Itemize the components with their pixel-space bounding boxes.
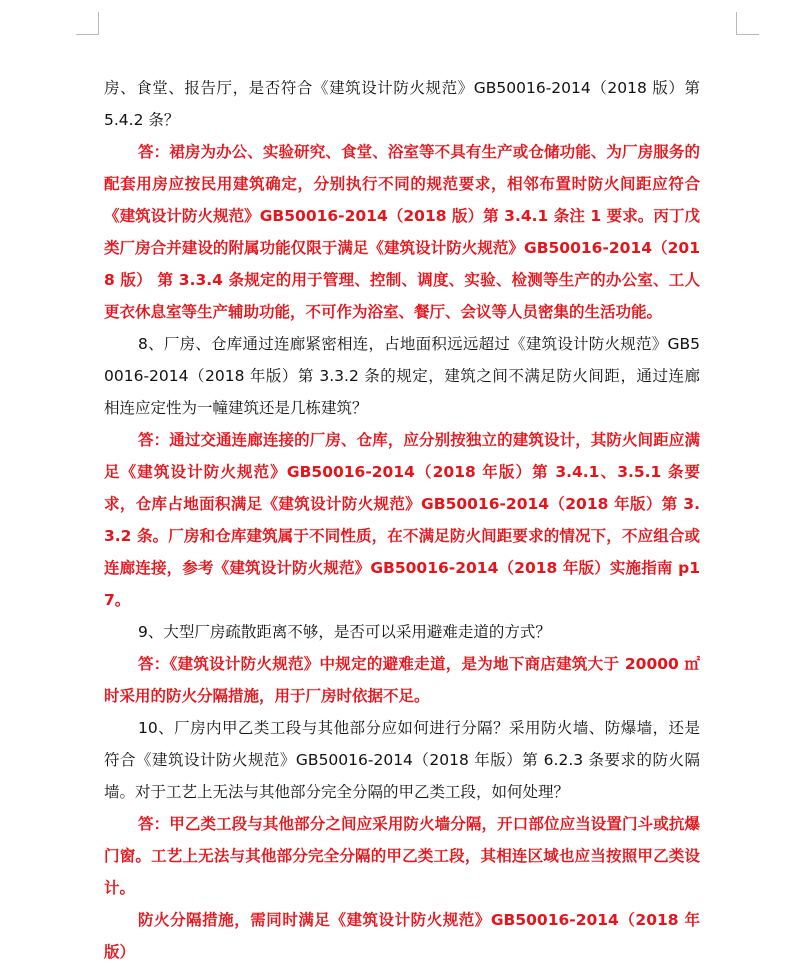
question-paragraph: 10、厂房内甲乙类工段与其他部分应如何进行分隔？采用防火墙、防爆墙，还是符合《建筑设计防火规范》GB50016-2014（2018 年版）第 6.2.3 条要求的防火隔墙。对于工艺上无法与其他部分完全分隔的甲乙类工段，如何处理？ [104, 719, 700, 801]
answer-paragraph: 防火分隔措施，需同时满足《建筑设计防火规范》GB50016-2014（2018 年版） [104, 911, 700, 961]
question-paragraph: 9、大型厂房疏散距离不够，是否可以采用避难走道的方式？ [138, 623, 551, 641]
answer-paragraph: 答：《建筑设计防火规范》中规定的避难走道，是为地下商店建筑大于 20000 ㎡时采用的防火分隔措施，用于厂房时依据不足。 [104, 655, 700, 705]
page-body [104, 72, 700, 968]
answer-paragraph: 答：裙房为办公、实验研究、食堂、浴室等不具有生产或仓储功能、为厂房服务的配套用房应按民用建筑确定，分别执行不同的规范要求，相邻布置时防火间距应符合《建筑设计防火规范》GB50016-2014（2018 版）第 3.4.1 条注 1 要求。丙丁戊类厂房合并建设的附属功能仅限于满足《建筑设计防火规范》GB50016-2014（2018 版） 第 3.3.4 条规定的用于管理、控制、调度、实验、检测等生产的办公室、工人更衣休息室等生产辅助功能，不可作为浴室、餐厅、会议等人员密集的生活功能。 [104, 143, 700, 321]
answer-paragraph: 答：甲乙类工段与其他部分之间应采用防火墙分隔，开口部位应当设置门斗或抗爆门窗。工艺上无法与其他部分完全分隔的甲乙类工段，其相连区域也应当按照甲乙类设计。 [104, 815, 700, 897]
question-paragraph: 8、厂房、仓库通过连廊紧密相连，占地面积远远超过《建筑设计防火规范》GB50016-2014（2018 年版）第 3.3.2 条的规定，建筑之间不满足防火间距，通过连廊相连应定性为一幢建筑还是几栋建筑？ [104, 335, 700, 417]
top-left-crop-mark [76, 12, 99, 35]
top-right-crop-mark [736, 12, 759, 35]
answer-paragraph: 答：通过交通连廊连接的厂房、仓库，应分别按独立的建筑设计，其防火间距应满足《建筑设计防火规范》GB50016-2014（2018 年版）第 3.4.1、3.5.1 条要求，仓库占地面积满足《建筑设计防火规范》GB50016-2014（2018 年版）第 3.3.2 条。厂房和仓库建筑属于不同性质，在不满足防火间距要求的情况下，不应组合或连廊连接，参考《建筑设计防火规范》GB50016-2014（2018 年版）实施指南 p17。 [104, 431, 700, 609]
question-paragraph: 房、食堂、报告厅，是否符合《建筑设计防火规范》GB50016-2014（2018 版）第 5.4.2 条？ [104, 79, 700, 129]
